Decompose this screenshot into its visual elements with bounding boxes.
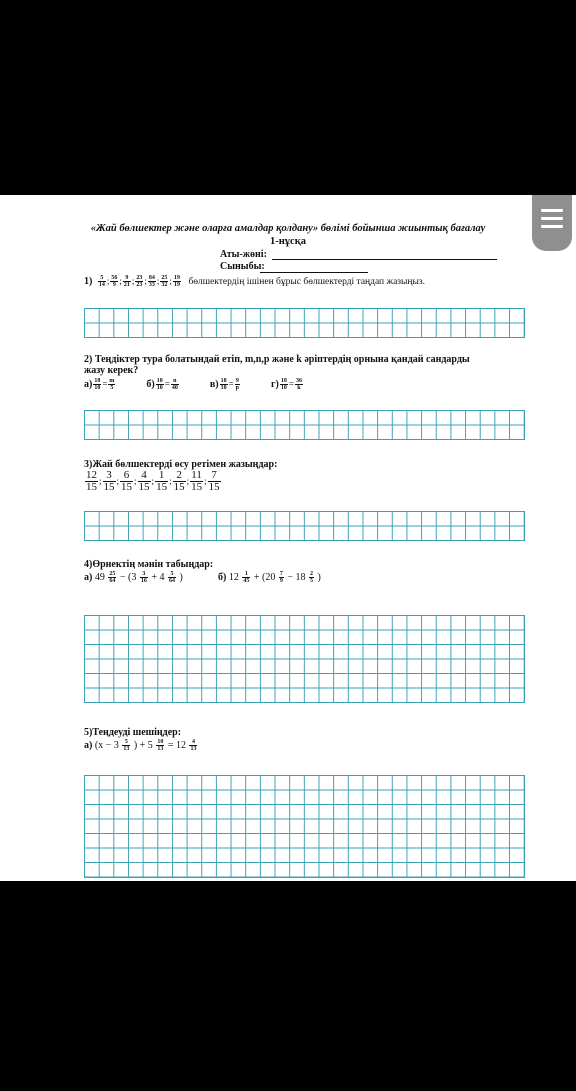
q3-fraction: $\frac{1}{15}$ — [156, 469, 168, 493]
q4-b-minus: − 18 — [287, 571, 306, 583]
answer-grid-4[interactable] — [84, 615, 525, 703]
q2-left-fraction: $\frac{18}{10}$ — [156, 378, 163, 391]
separator: ; — [151, 475, 155, 486]
q4-expression-a — [84, 571, 183, 584]
q2-equation — [84, 379, 116, 390]
worksheet-page — [0, 195, 576, 881]
q2-item-label: г) — [271, 378, 279, 390]
q5-label: а) — [84, 739, 93, 751]
q1-fraction-list — [97, 276, 182, 287]
q2-equation — [210, 379, 241, 390]
separator: ; — [131, 275, 135, 286]
q4-a-whole: 49 — [94, 571, 105, 583]
separator: ; — [119, 275, 122, 286]
q2-left-fraction: $\frac{18}{10}$ — [280, 378, 287, 391]
q4-a-fraction-2: $\frac{3}{16}$ — [140, 571, 147, 584]
separator: ; — [106, 275, 110, 286]
separator: ; — [144, 275, 147, 286]
q2-left-fraction: $\frac{18}{10}$ — [220, 378, 227, 391]
worksheet-title: «Жай бөлшектер және оларға амалдар қолдану» бөлімі бойынша жиынтық бағалау — [90, 223, 486, 234]
q2-left-fraction: $\frac{18}{10}$ — [94, 378, 101, 391]
answer-grid-5[interactable] — [84, 775, 525, 878]
q4-a-close: ) — [179, 571, 183, 583]
q4-a-fraction-3: $\frac{5}{64}$ — [168, 571, 175, 584]
separator: ; — [116, 475, 120, 486]
q5-text: 5)Теңдеуді шешіңдер: — [84, 727, 182, 738]
q1-fraction: $\frac{84}{33}$ — [148, 275, 155, 288]
class-field-line[interactable] — [260, 272, 368, 273]
q3-text: 3)Жай бөлшектерді өсу ретімен жазыңдар: — [84, 459, 278, 470]
name-field-line[interactable] — [272, 259, 497, 260]
q4-b-fraction-1: $\frac{1}{45}$ — [243, 571, 250, 584]
class-label: Сыныбы: — [220, 261, 265, 272]
q5-equals: = 12 — [167, 739, 186, 751]
q4-b-label: б) — [218, 571, 227, 583]
q2-right-fraction: $\frac{n}{40}$ — [171, 378, 178, 391]
q2-equations — [84, 378, 334, 391]
q4-a-plus: + 4 — [151, 571, 165, 583]
q2-item-label: в) — [209, 378, 219, 390]
q3-fraction-list — [84, 470, 222, 493]
q5-close: ) + 5 — [133, 739, 153, 751]
answer-grid-3[interactable] — [84, 511, 525, 541]
q4-text: 4)Өрнектің мәнін табыңдар: — [84, 559, 214, 570]
q2-right-fraction: $\frac{m}{5}$ — [109, 378, 115, 391]
q2-right-fraction: $\frac{9}{p}$ — [235, 378, 239, 391]
q3-fraction: $\frac{3}{15}$ — [103, 469, 115, 493]
q4-b-open: + (20 — [253, 571, 276, 583]
q5-fraction-3: $\frac{4}{13}$ — [190, 739, 197, 752]
separator: ; — [204, 475, 207, 486]
q1-fraction: $\frac{9}{21}$ — [123, 275, 130, 288]
q5-fraction-2: $\frac{10}{13}$ — [157, 739, 164, 752]
separator: ; — [134, 475, 137, 486]
separator: = — [164, 378, 170, 389]
q3-fraction: $\frac{11}{15}$ — [191, 469, 203, 493]
separator: = — [228, 378, 234, 389]
q1-number: 1) — [84, 275, 93, 287]
q1-fraction: $\frac{23}{23}$ — [136, 275, 143, 288]
separator: ; — [169, 275, 172, 286]
q1-fraction: $\frac{56}{9}$ — [111, 275, 118, 288]
q5-fraction-1: $\frac{5}{13}$ — [123, 739, 130, 752]
q2-right-fraction: $\frac{36}{k}$ — [295, 378, 302, 391]
q2-text-line2: жазу керек? — [84, 365, 139, 376]
answer-grid-1[interactable] — [84, 308, 525, 338]
q2-item-label: б) — [146, 378, 155, 390]
q3-fraction: $\frac{4}{15}$ — [138, 469, 150, 493]
q4-a-open: − (3 — [119, 571, 137, 583]
q5-equation — [84, 739, 198, 752]
q4-b-fraction-3: $\frac{2}{5}$ — [309, 571, 313, 584]
separator: ; — [99, 475, 102, 486]
q4-b-fraction-2: $\frac{7}{9}$ — [279, 571, 283, 584]
separator: ; — [156, 275, 160, 286]
q2-item-label: а) — [84, 378, 93, 390]
question-1 — [84, 275, 425, 288]
q5-open: (x − 3 — [94, 739, 119, 751]
q3-fraction: $\frac{2}{15}$ — [173, 469, 185, 493]
q4-b-close: ) — [317, 571, 321, 583]
separator: = — [288, 378, 294, 389]
q3-fraction: $\frac{6}{15}$ — [121, 469, 133, 493]
q2-equation — [146, 379, 179, 390]
separator: ; — [169, 475, 172, 486]
separator: = — [102, 378, 108, 389]
q2-text-line1: 2) Теңдіктер тура болатындай етіп, m,n,p және k әріптердің орнына қандай сандарды — [84, 354, 470, 365]
q4-expression-b — [218, 571, 321, 584]
q4-b-whole: 12 — [228, 571, 239, 583]
variant-label: 1-нұсқа — [269, 236, 306, 247]
q1-fraction: $\frac{19}{19}$ — [173, 275, 180, 288]
separator: ; — [186, 475, 190, 486]
q1-fraction: $\frac{5}{14}$ — [98, 275, 105, 288]
answer-grid-2[interactable] — [84, 410, 525, 440]
q3-fraction: $\frac{7}{15}$ — [208, 469, 220, 493]
name-label: Аты-жөні: — [220, 249, 267, 260]
q1-fraction: $\frac{25}{32}$ — [161, 275, 168, 288]
q2-equation — [271, 379, 304, 390]
q4-a-label: а) — [84, 571, 93, 583]
q4-a-fraction-1: $\frac{25}{64}$ — [109, 571, 116, 584]
q1-text: бөлшектердің ішінен бұрыс бөлшектерді таңдап жазыңыз. — [188, 276, 426, 287]
q3-fraction: $\frac{12}{15}$ — [86, 469, 97, 493]
